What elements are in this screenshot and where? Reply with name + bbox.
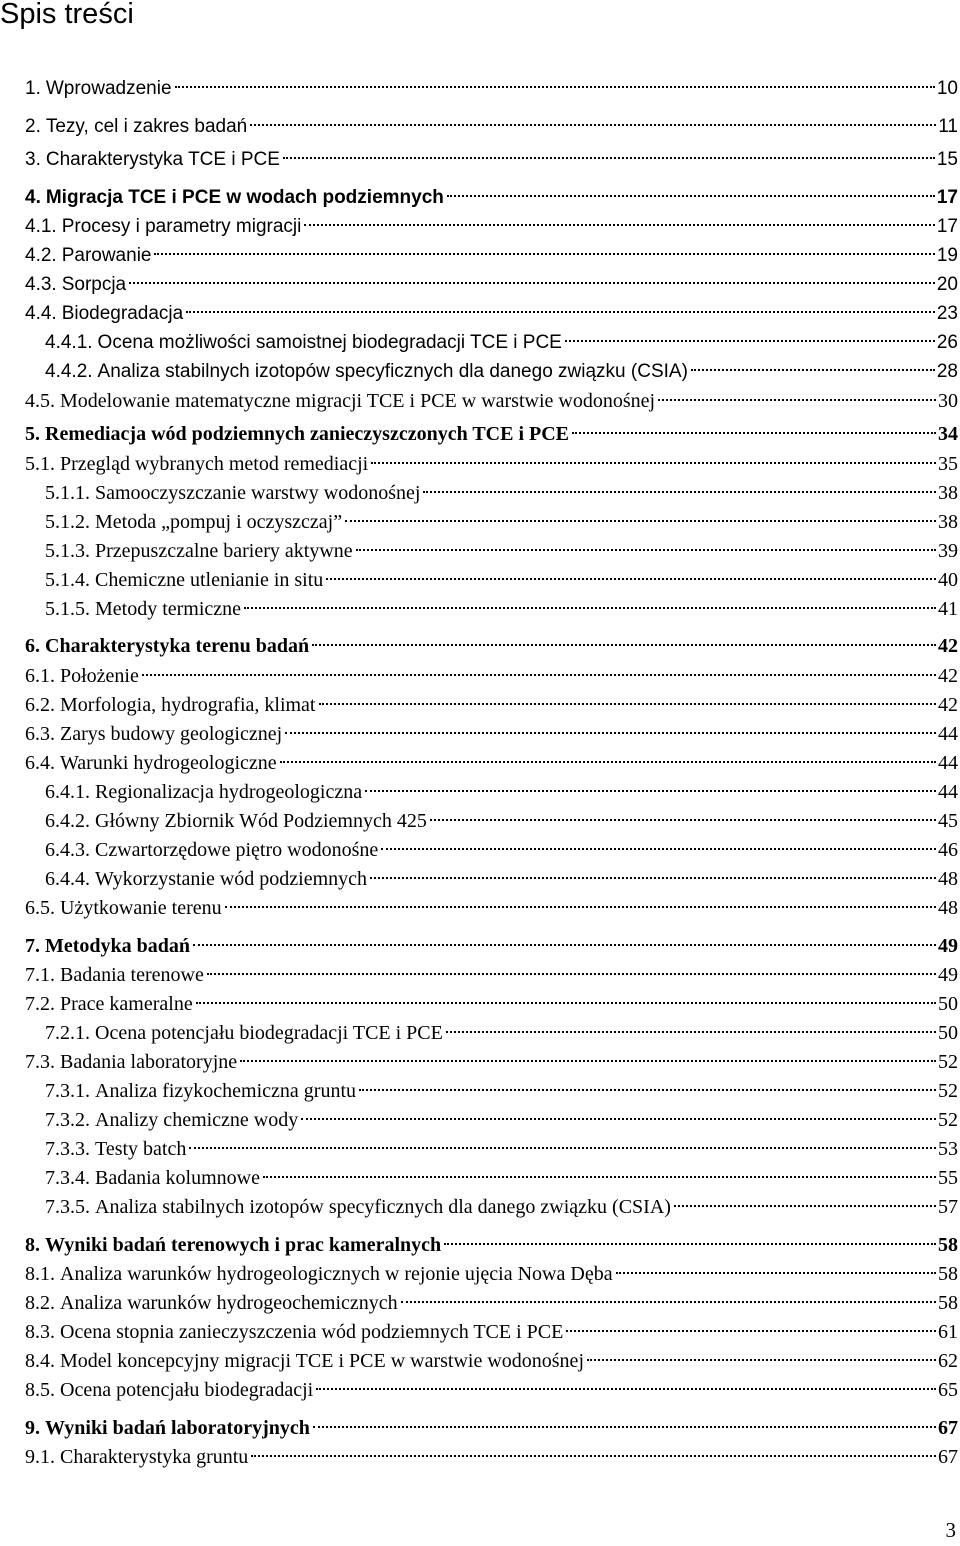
toc-entry-title: Regionalizacja hydrogeologiczna	[95, 781, 363, 803]
toc-entry-number: 8.3.	[25, 1321, 55, 1343]
toc-entry-title: Wprowadzenie	[45, 78, 172, 99]
toc-entry-title: Badania laboratoryjne	[60, 1051, 238, 1073]
toc-entry-page: 34	[938, 423, 958, 445]
dot-leader	[285, 732, 936, 734]
toc-entry-number: 5.	[25, 423, 40, 445]
toc-entry[interactable]	[0, 596, 960, 622]
toc-entry-page: 10	[936, 78, 958, 99]
toc-entry[interactable]	[0, 480, 960, 506]
dot-leader	[193, 944, 936, 946]
dot-leader	[423, 491, 936, 493]
toc-entry-title: Położenie	[60, 665, 139, 687]
toc-entry-page: 45	[938, 810, 958, 832]
toc-entry-number: 4.1.	[25, 216, 57, 237]
toc-entry-number: 6.4.3.	[45, 839, 90, 861]
toc-entry-title: Przegląd wybranych metod remediacji	[60, 453, 369, 475]
toc-entry-page: 19	[936, 245, 958, 266]
toc-entry-title: Badania terenowe	[60, 964, 204, 986]
toc-entry-title: Przepuszczalne bariery aktywne	[95, 540, 353, 562]
toc-entry-title: Chemiczne utlenianie in situ	[95, 569, 324, 591]
dot-leader	[250, 124, 936, 126]
toc-entry-title: Sorpcja	[61, 274, 127, 295]
toc-entry-title: Warunki hydrogeologiczne	[60, 752, 277, 774]
dot-leader	[446, 1031, 936, 1033]
dot-leader	[240, 1060, 936, 1062]
toc-entry-page: 46	[938, 839, 958, 861]
toc-entry-title: Migracja TCE i PCE w wodach podziemnych	[45, 187, 444, 208]
toc-entry-page: 38	[938, 511, 958, 533]
toc-entry-title: Ocena potencjału biodegradacji TCE i PCE	[95, 1022, 443, 1044]
dot-leader	[359, 1089, 936, 1091]
toc-entry[interactable]	[0, 663, 960, 689]
toc-entry-page: 20	[936, 274, 958, 295]
toc-entry-number: 6.1.	[25, 665, 55, 687]
toc-entry[interactable]	[0, 750, 960, 776]
toc-entry-page: 26	[936, 332, 958, 353]
toc-entry-number: 9.1.	[25, 1446, 55, 1468]
dot-leader	[301, 1118, 936, 1120]
dot-leader	[225, 906, 936, 908]
toc-entry-number: 6.4.	[25, 752, 55, 774]
dot-leader	[129, 282, 935, 284]
toc-entry-title: Parowanie	[61, 245, 152, 266]
toc-entry[interactable]	[0, 301, 960, 327]
dot-leader	[365, 790, 936, 792]
toc-entry[interactable]	[0, 837, 960, 863]
toc-entry-title: Ocena stopnia zanieczyszczenia wód podziemnych TCE i PCE	[60, 1321, 564, 1343]
toc-entry-number: 4.4.1.	[45, 332, 93, 353]
toc-entry-number: 7.1.	[25, 964, 55, 986]
toc-entry-number: 3.	[25, 149, 41, 170]
toc-entry-title: Główny Zbiornik Wód Podziemnych 425	[95, 810, 427, 832]
toc-entry-number: 4.3.	[25, 274, 57, 295]
page-number: 3	[945, 1518, 956, 1542]
toc-entry-number: 8.5.	[25, 1379, 55, 1401]
toc-entry-number: 7.	[25, 935, 40, 957]
toc-entry-page: 48	[938, 897, 958, 919]
toc-entry[interactable]	[0, 147, 960, 173]
toc-entry-title: Samooczyszczanie warstwy wodonośnej	[95, 482, 421, 504]
dot-leader	[371, 462, 936, 464]
toc-entry[interactable]	[0, 721, 960, 747]
toc-entry[interactable]	[0, 388, 960, 414]
toc-entry-title: Metoda „pompuj i oczyszczaj”	[95, 511, 343, 533]
toc-entry[interactable]	[0, 1020, 960, 1046]
toc-entry-number: 6.4.4.	[45, 868, 90, 890]
toc-entry-title: Wykorzystanie wód podziemnych	[95, 868, 368, 890]
toc-entry[interactable]	[0, 1232, 960, 1258]
toc-entry[interactable]	[0, 451, 960, 477]
page-title: Spis treści	[0, 0, 134, 30]
toc-entry-page: 52	[938, 1109, 958, 1131]
dot-leader	[587, 1359, 936, 1361]
toc-entry-number: 7.3.5.	[45, 1196, 90, 1218]
dot-leader	[674, 1205, 936, 1207]
toc-entry-number: 7.2.1.	[45, 1022, 90, 1044]
toc-entry[interactable]	[0, 1444, 960, 1470]
toc-entry-page: 42	[938, 635, 958, 657]
toc-entry-title: Badania kolumnowe	[95, 1167, 260, 1189]
toc-entry-title: Ocena możliwości samoistnej biodegradacji TCE i PCE	[97, 332, 562, 353]
toc-entry-title: Biodegradacja	[61, 303, 184, 324]
toc-entry-page: 11	[938, 116, 958, 137]
dot-leader	[566, 1330, 936, 1332]
toc-entry-page: 40	[938, 569, 958, 591]
toc-entry-number: 5.1.5.	[45, 598, 90, 620]
toc-entry-page: 35	[938, 453, 958, 475]
toc-entry[interactable]	[0, 779, 960, 805]
toc-entry[interactable]	[0, 76, 960, 102]
toc-entry[interactable]	[0, 1290, 960, 1316]
toc-entry[interactable]	[0, 1194, 960, 1220]
toc-entry-number: 6.4.1.	[45, 781, 90, 803]
toc-entry-page: 62	[938, 1350, 958, 1372]
toc-entry[interactable]	[0, 895, 960, 921]
toc-entry-page: 58	[938, 1234, 958, 1256]
dot-leader	[142, 674, 936, 676]
toc-entry[interactable]	[0, 421, 960, 447]
toc-entry-number: 1.	[25, 78, 41, 99]
toc-entry-title: Użytkowanie terenu	[60, 897, 222, 919]
toc-entry-title: Tezy, cel i zakres badań	[45, 116, 248, 137]
toc-entry-title: Model koncepcyjny migracji TCE i PCE w warstwie wodonośnej	[60, 1350, 584, 1372]
toc-entry-number: 6.3.	[25, 723, 55, 745]
dot-leader	[326, 578, 936, 580]
toc-entry-title: Remediacja wód podziemnych zanieczyszczonych TCE i PCE	[45, 423, 570, 445]
toc-entry-page: 50	[938, 1022, 958, 1044]
toc-entry-title: Testy batch	[95, 1138, 187, 1160]
toc-entry-number: 8.2.	[25, 1292, 55, 1314]
toc-entry-number: 4.4.2.	[45, 361, 93, 382]
toc-entry[interactable]	[0, 633, 960, 659]
toc-entry-title: Wyniki badań laboratoryjnych	[45, 1417, 310, 1439]
toc-entry[interactable]	[0, 1107, 960, 1133]
toc-entry-number: 7.3.4.	[45, 1167, 90, 1189]
toc-entry-page: 42	[938, 665, 958, 687]
toc-entry-page: 15	[936, 149, 958, 170]
dot-leader	[196, 1002, 936, 1004]
toc-entry-number: 4.4.	[25, 303, 57, 324]
dot-leader	[572, 432, 936, 434]
toc-entry-title: Zarys budowy geologicznej	[60, 723, 283, 745]
toc-entry[interactable]	[0, 933, 960, 959]
toc-entry-title: Analiza stabilnych izotopów specyficznych dla danego związku (CSIA)	[97, 361, 688, 382]
toc-entry[interactable]	[0, 1165, 960, 1191]
toc-entry-number: 6.4.2.	[45, 810, 90, 832]
toc-entry-number: 4.2.	[25, 245, 57, 266]
toc-entry-title: Analiza warunków hydrogeologicznych w rejonie ujęcia Nowa Dęba	[60, 1263, 613, 1285]
toc-entry[interactable]	[0, 330, 960, 356]
dot-leader	[319, 703, 937, 705]
toc-entry[interactable]	[0, 359, 960, 385]
toc-entry[interactable]	[0, 114, 960, 140]
dot-leader	[316, 1388, 936, 1390]
toc-entry-page: 53	[938, 1138, 958, 1160]
toc-entry-page: 44	[938, 752, 958, 774]
toc-entry-page: 49	[938, 935, 958, 957]
toc-entry[interactable]	[0, 214, 960, 240]
toc-entry-number: 5.1.3.	[45, 540, 90, 562]
toc-entry-title: Metody termiczne	[95, 598, 242, 620]
toc-entry[interactable]	[0, 1319, 960, 1345]
toc-entry-page: 28	[936, 361, 958, 382]
dot-leader	[370, 877, 936, 879]
toc-entry-page: 17	[936, 187, 958, 208]
dot-leader	[251, 1455, 936, 1457]
toc-entry-title: Czwartorzędowe piętro wodonośne	[95, 839, 379, 861]
toc-entry-number: 7.3.3.	[45, 1138, 90, 1160]
toc-entry[interactable]	[0, 509, 960, 535]
toc-entry-number: 6.5.	[25, 897, 55, 919]
dot-leader	[658, 399, 936, 401]
toc-entry-title: Ocena potencjału biodegradacji	[60, 1379, 314, 1401]
toc-entry[interactable]	[0, 692, 960, 718]
toc-entry-number: 6.	[25, 635, 40, 657]
toc-entry-title: Analiza stabilnych izotopów specyficznych dla danego związku (CSIA)	[95, 1196, 671, 1218]
toc-entry[interactable]	[0, 1049, 960, 1075]
toc-entry-title: Modelowanie matematyczne migracji TCE i PCE w warstwie wodonośnej	[60, 390, 656, 412]
toc-entry-page: 39	[938, 540, 958, 562]
toc-entry-page: 61	[938, 1321, 958, 1343]
toc-entry[interactable]	[0, 272, 960, 298]
toc-entry-page: 38	[938, 482, 958, 504]
dot-leader	[345, 520, 936, 522]
dot-leader	[312, 644, 936, 646]
toc-entry-title: Analiza warunków hydrogeochemicznych	[60, 1292, 398, 1314]
toc-entry[interactable]	[0, 185, 960, 211]
toc-entry-page: 57	[938, 1196, 958, 1218]
dot-leader	[154, 253, 934, 255]
toc-entry-title: Wyniki badań terenowych i prac kameralnych	[45, 1234, 442, 1256]
toc-entry-number: 5.1.4.	[45, 569, 90, 591]
toc-entry-title: Charakterystyka terenu badań	[45, 635, 310, 657]
dot-leader	[565, 340, 935, 342]
toc-entry-page: 44	[938, 723, 958, 745]
toc-entry-title: Analiza fizykochemiczna gruntu	[95, 1080, 356, 1102]
dot-leader	[356, 549, 936, 551]
toc-entry-page: 49	[938, 964, 958, 986]
toc-entry-page: 44	[938, 781, 958, 803]
toc-entry-page: 48	[938, 868, 958, 890]
dot-leader	[444, 1243, 936, 1245]
dot-leader	[189, 1147, 936, 1149]
dot-leader	[381, 848, 936, 850]
toc-entry-page: 30	[938, 390, 958, 412]
toc-entry-number: 8.1.	[25, 1263, 55, 1285]
toc-entry-title: Analizy chemiczne wody	[95, 1109, 299, 1131]
toc-entry[interactable]	[0, 1415, 960, 1441]
dot-leader	[175, 86, 935, 88]
toc-entry-number: 5.1.	[25, 453, 55, 475]
dot-leader	[263, 1176, 936, 1178]
toc-entry-number: 5.1.2.	[45, 511, 90, 533]
toc-entry-number: 7.3.1.	[45, 1080, 90, 1102]
dot-leader	[401, 1301, 936, 1303]
dot-leader	[304, 224, 934, 226]
toc-entry-number: 4.5.	[25, 390, 55, 412]
dot-leader	[313, 1426, 936, 1428]
toc-entry-number: 4.	[25, 187, 41, 208]
dot-leader	[186, 311, 935, 313]
toc-entry[interactable]	[0, 1078, 960, 1104]
toc-entry-number: 7.2.	[25, 993, 55, 1015]
toc-entry-number: 2.	[25, 116, 41, 137]
dot-leader	[280, 761, 936, 763]
toc-entry-page: 67	[938, 1417, 958, 1439]
toc-entry[interactable]	[0, 1348, 960, 1374]
toc-entry-number: 7.3.2.	[45, 1109, 90, 1131]
toc-entry-number: 8.	[25, 1234, 40, 1256]
toc-entry-page: 50	[938, 993, 958, 1015]
toc-entry-number: 9.	[25, 1417, 40, 1439]
toc-entry[interactable]	[0, 243, 960, 269]
dot-leader	[207, 973, 936, 975]
toc-entry-title: Morfologia, hydrografia, klimat	[60, 694, 316, 716]
toc-entry-number: 5.1.1.	[45, 482, 90, 504]
toc-entry-title: Charakterystyka gruntu	[60, 1446, 249, 1468]
toc-entry-title: Prace kameralne	[60, 993, 193, 1015]
toc-entry-page: 52	[938, 1080, 958, 1102]
dot-leader	[244, 607, 936, 609]
toc-entry-number: 6.2.	[25, 694, 55, 716]
toc-entry-page: 23	[936, 303, 958, 324]
toc-entry-page: 67	[938, 1446, 958, 1468]
dot-leader	[447, 195, 935, 197]
toc-entry-page: 41	[938, 598, 958, 620]
dot-leader	[430, 819, 936, 821]
toc-entry-number: 7.3.	[25, 1051, 55, 1073]
toc-entry[interactable]	[0, 962, 960, 988]
toc-entry-page: 42	[938, 694, 958, 716]
toc-entry-title: Procesy i parametry migracji	[61, 216, 302, 237]
toc-entry-title: Metodyka badań	[45, 935, 191, 957]
dot-leader	[616, 1272, 936, 1274]
toc-entry-page: 58	[938, 1292, 958, 1314]
toc-entry-page: 17	[936, 216, 958, 237]
dot-leader	[283, 157, 935, 159]
toc-entry[interactable]	[0, 1136, 960, 1162]
toc-entry[interactable]	[0, 538, 960, 564]
toc-entry-page: 55	[938, 1167, 958, 1189]
dot-leader	[691, 369, 935, 371]
toc-entry-title: Charakterystyka TCE i PCE	[45, 149, 280, 170]
toc-entry-page: 58	[938, 1263, 958, 1285]
toc-entry[interactable]	[0, 866, 960, 892]
toc-entry-number: 8.4.	[25, 1350, 55, 1372]
toc-entry[interactable]	[0, 991, 960, 1017]
toc-entry[interactable]	[0, 1261, 960, 1287]
toc-entry-page: 52	[938, 1051, 958, 1073]
toc-entry[interactable]	[0, 567, 960, 593]
toc-entry[interactable]	[0, 1377, 960, 1403]
toc-entry-page: 65	[938, 1379, 958, 1401]
toc-entry[interactable]	[0, 808, 960, 834]
